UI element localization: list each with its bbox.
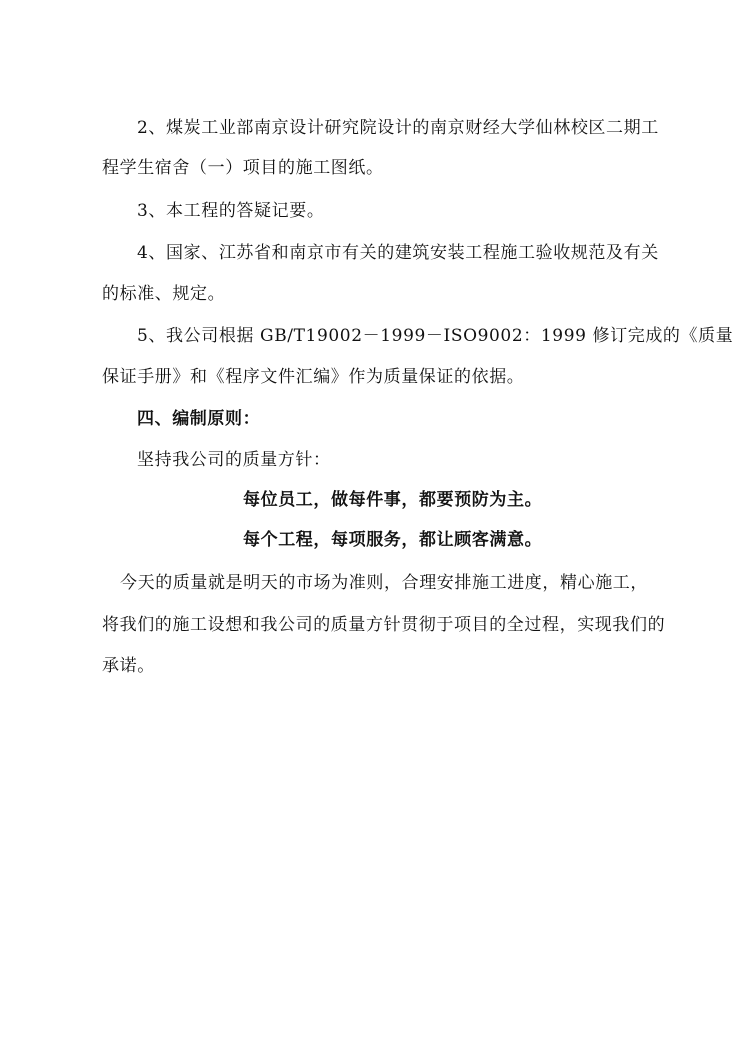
closing-line-3: 承诺。 <box>102 656 155 676</box>
policy-intro: 坚持我公司的质量方针： <box>137 450 331 470</box>
item-2-line-1: 2、煤炭工业部南京设计研究院设计的南京财经大学仙林校区二期工 <box>137 118 659 138</box>
closing-line-2: 将我们的施工设想和我公司的质量方针贯彻于项目的全过程，实现我们的 <box>102 615 666 635</box>
item-5-line-2: 保证手册》和《程序文件汇编》作为质量保证的依据。 <box>102 367 525 387</box>
item-2-line-2: 程学生宿舍（一）项目的施工图纸。 <box>102 158 384 178</box>
item-3: 3、本工程的答疑记要。 <box>137 201 325 221</box>
policy-line-2: 每个工程，每项服务，都让顾客满意。 <box>243 530 543 550</box>
closing-line-1: 今天的质量就是明天的市场为准则，合理安排施工进度，精心施工， <box>120 573 648 593</box>
item-5-line-1: 5、我公司根据 GB/T19002－1999－ISO9002：1999 修订完成的《质量 <box>137 326 734 346</box>
item-4-line-2: 的标准、规定。 <box>102 284 226 304</box>
policy-line-1: 每位员工，做每件事，都要预防为主。 <box>243 490 543 510</box>
section-heading: 四、编制原则： <box>137 409 261 429</box>
item-4-line-1: 4、国家、江苏省和南京市有关的建筑安装工程施工验收规范及有关 <box>137 243 659 263</box>
